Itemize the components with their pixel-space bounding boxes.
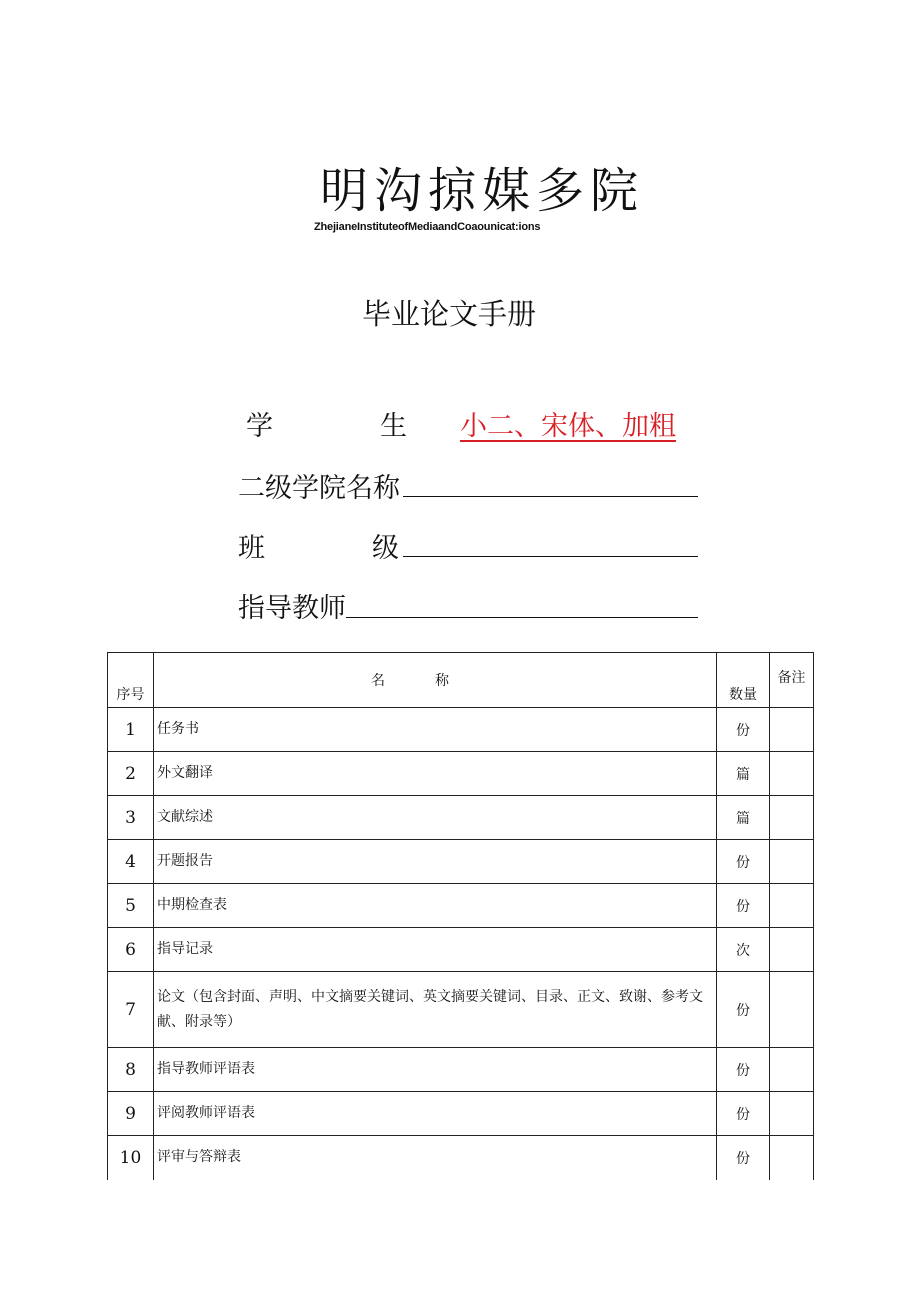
header-qty: 数量: [717, 653, 770, 708]
row-note[interactable]: [770, 1136, 814, 1180]
row-note[interactable]: [770, 928, 814, 972]
header-name: 名称: [154, 653, 717, 708]
table-row: [108, 1136, 814, 1180]
table-row: [108, 1048, 814, 1092]
row-no: 3: [108, 796, 154, 840]
row-note[interactable]: [770, 1048, 814, 1092]
student-label-char-1: 学: [246, 411, 273, 442]
row-qty: 份: [717, 1136, 770, 1180]
row-note[interactable]: [770, 840, 814, 884]
row-name: 外文翻译: [154, 752, 717, 796]
row-note[interactable]: [770, 752, 814, 796]
row-qty: 份: [717, 972, 770, 1048]
row-name: 论文（包含封面、声明、中文摘要关键词、英文摘要关键词、目录、正文、致谢、参考文献、附录等）: [154, 972, 717, 1048]
table-row: [108, 752, 814, 796]
row-no: 10: [108, 1136, 154, 1180]
row-qty: 份: [717, 708, 770, 752]
college-field: [238, 466, 400, 505]
table-row: [108, 708, 814, 752]
table-row: [108, 928, 814, 972]
row-name: 文献综述: [154, 796, 717, 840]
table-row: [108, 840, 814, 884]
row-qty: 份: [717, 1092, 770, 1136]
row-name: 指导记录: [154, 928, 717, 972]
row-qty: 篇: [717, 752, 770, 796]
row-name: 评审与答辩表: [154, 1136, 717, 1180]
table-header-row: [108, 653, 814, 708]
advisor-blank-line[interactable]: [346, 617, 698, 618]
student-value[interactable]: 小二、宋体、加粗: [460, 411, 676, 442]
college-label: 二级学院名称: [238, 473, 400, 504]
table-row: [108, 796, 814, 840]
row-name: 任务书: [154, 708, 717, 752]
document-checklist-table: [107, 652, 814, 1180]
row-name: 中期检查表: [154, 884, 717, 928]
row-note[interactable]: [770, 1092, 814, 1136]
row-note[interactable]: [770, 884, 814, 928]
row-no: 6: [108, 928, 154, 972]
header-note: 备注: [770, 653, 814, 708]
row-note[interactable]: [770, 708, 814, 752]
row-note[interactable]: [770, 972, 814, 1048]
header-no: 序号: [108, 653, 154, 708]
row-name: 指导教师评语表: [154, 1048, 717, 1092]
student-label-char-2: 生: [380, 411, 407, 442]
class-label-char-2: 级: [372, 533, 399, 564]
table-row: [108, 884, 814, 928]
row-name: 开题报告: [154, 840, 717, 884]
row-no: 7: [108, 972, 154, 1048]
table-row: [108, 972, 814, 1048]
row-no: 9: [108, 1092, 154, 1136]
college-blank-line[interactable]: [403, 496, 698, 497]
row-no: 5: [108, 884, 154, 928]
class-blank-line[interactable]: [403, 556, 698, 557]
advisor-field: [238, 586, 346, 625]
row-qty: 篇: [717, 796, 770, 840]
advisor-label: 指导教师: [238, 593, 346, 624]
institution-english-name: ZhejianeInstituteofMediaandCoaounicat:ions: [314, 221, 541, 233]
institution-logo-name: 明沟掠媒多院: [320, 163, 645, 219]
row-no: 1: [108, 708, 154, 752]
row-no: 4: [108, 840, 154, 884]
row-qty: 次: [717, 928, 770, 972]
row-name: 评阅教师评语表: [154, 1092, 717, 1136]
class-label-char-1: 班: [238, 533, 265, 564]
document-title: 毕业论文手册: [362, 297, 537, 331]
row-no: 8: [108, 1048, 154, 1092]
row-qty: 份: [717, 884, 770, 928]
table-row: [108, 1092, 814, 1136]
row-qty: 份: [717, 1048, 770, 1092]
row-note[interactable]: [770, 796, 814, 840]
row-qty: 份: [717, 840, 770, 884]
row-no: 2: [108, 752, 154, 796]
